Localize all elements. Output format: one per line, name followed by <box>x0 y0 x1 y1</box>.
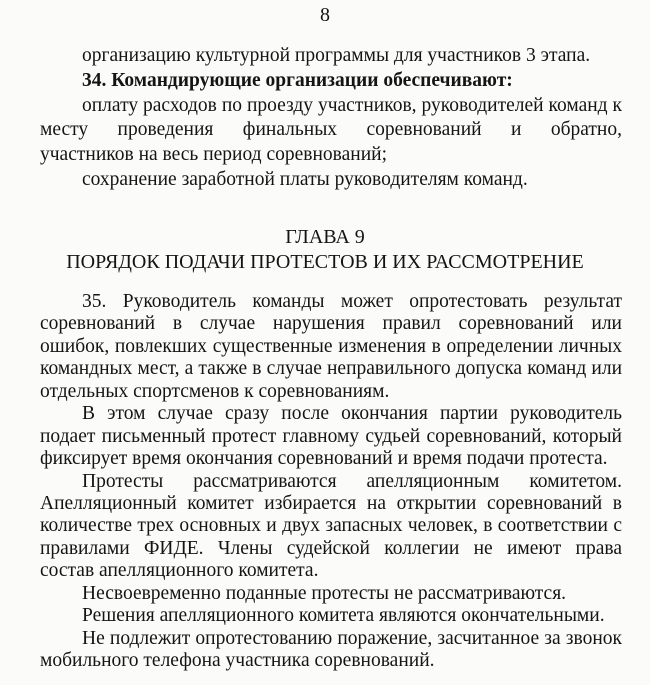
text-line-content: 34. Командирующие организации обеспечивают: <box>82 69 513 91</box>
text-line-content: правилами ФИДЕ. Члены судейской коллегии не имеют права <box>40 537 622 559</box>
text-line <box>40 650 622 672</box>
text-line-content: сохранение заработной платы руководителям команд. <box>82 168 528 190</box>
text-line <box>40 94 622 119</box>
text-line <box>40 168 622 193</box>
text-line <box>40 426 622 448</box>
text-line-content: Несвоевременно поданные протесты не рассматриваются. <box>82 582 567 604</box>
text-line-content: подает письменный протест главному судьей соревнований, который <box>40 425 622 447</box>
text-line <box>40 493 622 515</box>
text-line <box>40 403 622 425</box>
text-line <box>40 313 622 335</box>
text-line <box>40 291 622 313</box>
text-line <box>40 515 622 537</box>
text-line <box>40 69 622 94</box>
text-line <box>40 358 622 380</box>
text-line <box>40 448 622 470</box>
chapter-title: ПОРЯДОК ПОДАЧИ ПРОТЕСТОВ И ИХ РАССМОТРЕНИЕ <box>66 251 584 273</box>
text-line-content: соревнований в случае нарушения правил соревнований или <box>40 313 622 335</box>
text-line <box>40 143 622 168</box>
page-number: 8 <box>320 4 330 26</box>
text-line <box>40 336 622 358</box>
text-line-content: фиксирует время окончания соревнований и время подачи протеста. <box>40 448 608 470</box>
text-line <box>40 381 622 403</box>
text-line-content: В этом случае сразу после окончания партии руководитель <box>82 403 622 425</box>
section-35 <box>40 291 622 672</box>
text-line-content: организацию культурной программы для участников 3 этапа. <box>82 45 591 66</box>
text-line <box>40 560 622 582</box>
text-line-content: отдельных спортсменов к соревнованиям. <box>40 380 390 402</box>
text-line-content: мобильного телефона участника соревнований. <box>40 650 435 671</box>
text-line-content: оплату расходов по проезду участников, руководителей команд к <box>82 94 622 116</box>
text-line-content: Апелляционный комитет избирается на открытии соревнований в <box>40 492 622 514</box>
text-line-content: 35. Руководитель команды может опротестовать результат <box>82 291 622 312</box>
text-line <box>40 628 622 650</box>
chapter-number: ГЛАВА 9 <box>285 226 365 248</box>
text-line <box>40 605 622 627</box>
text-line-content: командных мест, а также в случае неправильного допуска команд или <box>40 358 622 380</box>
text-line-content: состав апелляционного комитета. <box>40 560 319 582</box>
text-line-content: Не подлежит опротестованию поражение, засчитанное за звонок <box>82 627 622 649</box>
text-line <box>40 471 622 493</box>
text-line-content: количестве трех основных и двух запасных человек, в соответствии с <box>40 515 622 537</box>
text-line-content: Решения апелляционного комитета являются окончательными. <box>82 605 605 627</box>
text-line <box>40 538 622 560</box>
text-line-content: ошибок, повлекших существенные изменения в определении личных <box>40 335 622 357</box>
text-line-content: месту проведения финальных соревнований и обратно, <box>40 119 622 141</box>
text-line <box>40 583 622 605</box>
text-line-content: Протесты рассматриваются апелляционным комитетом. <box>82 470 622 492</box>
section-34 <box>40 44 622 193</box>
text-line <box>40 44 622 69</box>
text-line <box>40 118 622 143</box>
text-line-content: участников на весь период соревнований; <box>40 144 387 166</box>
